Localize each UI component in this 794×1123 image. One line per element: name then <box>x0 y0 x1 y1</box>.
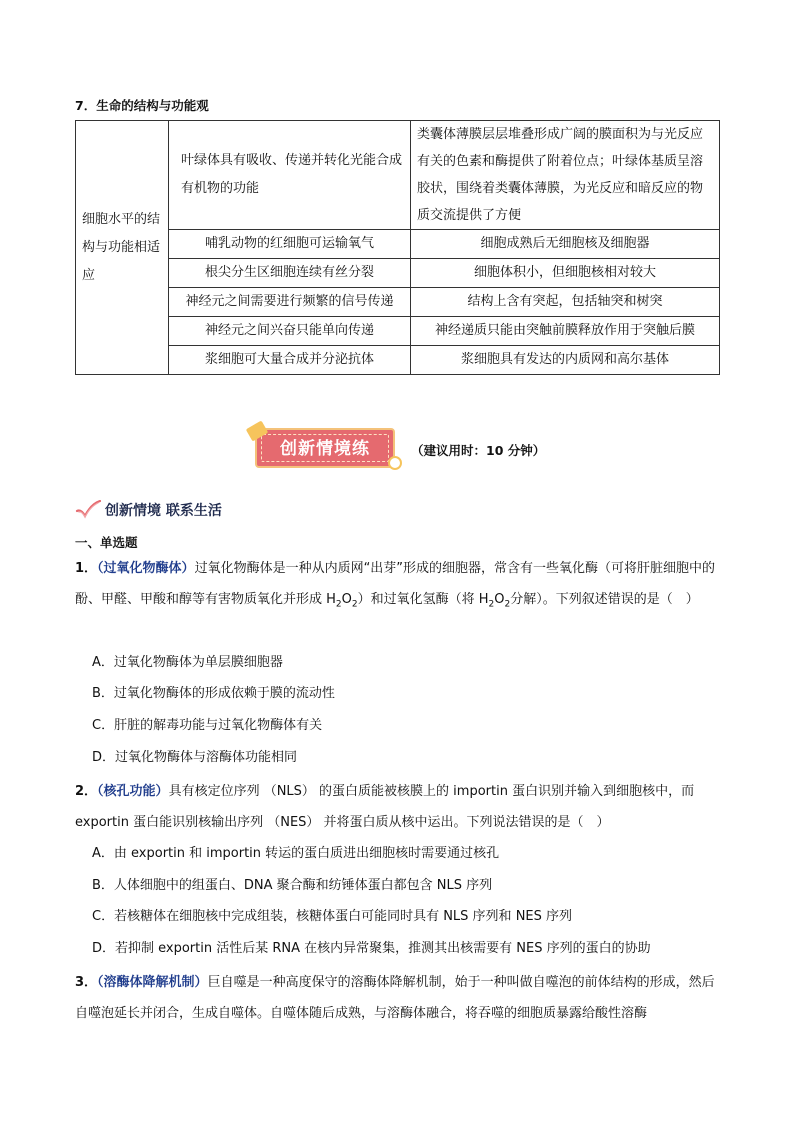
feature-cell: 浆细胞具有发达的内质网和高尔基体 <box>411 346 720 375</box>
banner-label: 创新情境练 <box>261 434 389 462</box>
option-d: D．过氧化物酶体与溶酶体功能相同 <box>92 750 298 765</box>
feature-cell: 神经递质只能由突触前膜释放作用于突触后膜 <box>411 317 720 346</box>
table-row <box>76 346 720 375</box>
check-icon <box>75 500 101 520</box>
subscript: 2 <box>335 599 342 610</box>
option-c: C．肝脏的解毒功能与过氧化物酶体有关 <box>92 718 323 733</box>
section-banner <box>248 424 408 474</box>
concept-table <box>75 120 720 375</box>
banner-ring-icon <box>388 456 402 470</box>
question-number: 3． <box>75 975 98 990</box>
question-tag: （溶酶体降解机制） <box>97 975 208 990</box>
question-stem: ）和过氧化氢酶（将 H <box>357 592 489 607</box>
subheading-text: 创新情境 联系生活 <box>105 503 222 519</box>
structure-cell: 根尖分生区细胞连续有丝分裂 <box>168 259 410 288</box>
subscript: 2 <box>504 599 511 610</box>
option-b: B．人体细胞中的组蛋白、DNA 聚合酶和纺锤体蛋白都包含 NLS 序列 <box>92 878 493 893</box>
category-cell: 细胞水平的结构与功能相适应 <box>76 121 169 375</box>
feature-cell: 细胞体积小，但细胞核相对较大 <box>411 259 720 288</box>
question-tag: （核孔功能） <box>97 784 169 799</box>
option-a: A．由 exportin 和 importin 转运的蛋白质进出细胞核时需要通过核孔 <box>92 846 500 861</box>
question-stem: 过氧化物酶体是一种从内质网“出芽”形成的细胞器，常含有一些氧化酶（可将肝脏细胞中的酚、甲醛、甲酸和醇等有害物质氧化并形成 H <box>75 561 716 607</box>
structure-cell: 叶绿体具有吸收、传递并转化光能合成有机物的功能 <box>168 121 410 230</box>
time-hint: （建议用时：10 分钟） <box>411 443 546 458</box>
table-row <box>76 230 720 259</box>
feature-cell: 类囊体薄膜层层堆叠形成广阔的膜面积为与光反应有关的色素和酶提供了附着位点；叶绿体基质呈溶胶状，围绕着类囊体薄膜，为光反应和暗反应的物质交流提供了方便 <box>411 121 720 230</box>
question-2 <box>75 776 725 838</box>
table-row <box>76 288 720 317</box>
banner-box <box>255 428 395 468</box>
question-number: 1． <box>75 561 98 576</box>
structure-cell: 神经元之间需要进行频繁的信号传递 <box>168 288 410 317</box>
question-stem: 巨自噬是一种高度保守的溶酶体降解机制，始于一种叫做自噬泡的前体结构的形成，然后自噬泡延长并闭合，生成自噬体。自噬体随后成熟，与溶酶体融合，将吞噬的细胞质暴露给酸性溶酶 <box>75 975 715 1021</box>
formula-o: O <box>341 592 352 607</box>
structure-cell: 哺乳动物的红细胞可运输氧气 <box>168 230 410 259</box>
structure-cell: 神经元之间兴奋只能单向传递 <box>168 317 410 346</box>
question-stem: 具有核定位序列 （NLS） 的蛋白质能被核膜上的 importin 蛋白识别并输入到细胞核中，而 exportin 蛋白能识别核输出序列 （NES） 并将蛋白质从核中运出。下列说法错误的是（ ） <box>75 784 695 830</box>
option-a: A．过氧化物酶体为单层膜细胞器 <box>92 655 283 670</box>
subheading <box>75 500 222 520</box>
question-1 <box>75 553 725 621</box>
table-row <box>76 259 720 288</box>
question-type-heading: 一、单选题 <box>75 535 138 550</box>
feature-cell: 结构上含有突起，包括轴突和树突 <box>411 288 720 317</box>
option-c: C．若核糖体在细胞核中完成组装，核糖体蛋白可能同时具有 NLS 序列和 NES 序列 <box>92 909 573 924</box>
option-d: D．若抑制 exportin 活性后某 RNA 在核内异常聚集，推测其出核需要有 NES 序列的蛋白的协助 <box>92 941 651 956</box>
formula-o: O <box>494 592 505 607</box>
subscript: 2 <box>351 599 358 610</box>
question-tag: （过氧化物酶体） <box>97 561 195 576</box>
feature-cell: 细胞成熟后无细胞核及细胞器 <box>411 230 720 259</box>
section-title: 7．生命的结构与功能观 <box>75 98 209 113</box>
option-b: B．过氧化物酶体的形成依赖于膜的流动性 <box>92 686 335 701</box>
table-row <box>76 121 720 230</box>
structure-cell: 浆细胞可大量合成并分泌抗体 <box>168 346 410 375</box>
question-3 <box>75 967 725 1029</box>
question-stem: 分解）。下列叙述错误的是（ ） <box>510 592 699 607</box>
question-number: 2． <box>75 784 98 799</box>
subscript: 2 <box>488 599 495 610</box>
table-row <box>76 317 720 346</box>
